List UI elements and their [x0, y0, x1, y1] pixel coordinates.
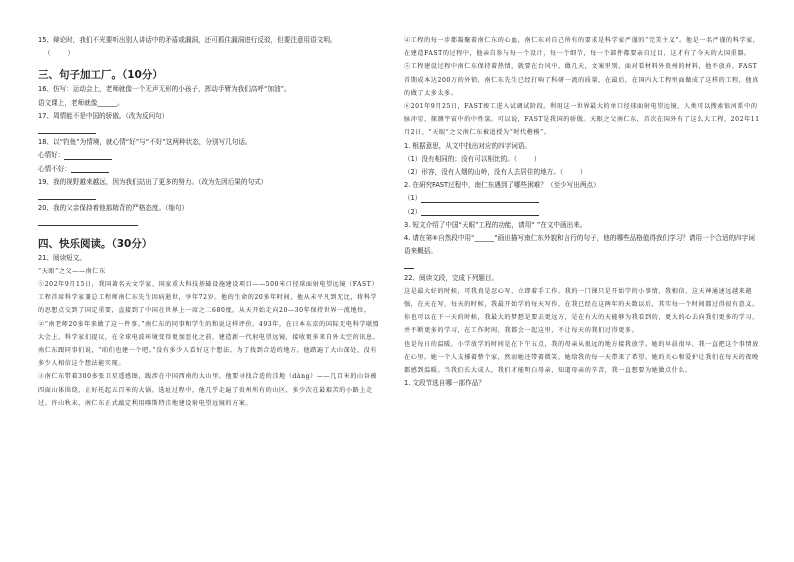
answer-blank[interactable] [64, 151, 112, 160]
question-19: 19、我的视野越来越远，因为我们站出了更多的努力。（改为先因后果的句式） [38, 177, 268, 186]
question-16-line: 语文课上，老师就像______。 [38, 98, 124, 107]
reading-question-3: 3. 短文介绍了中国“天眼”工程的功能，请用“ ”在文中画出来。 [404, 220, 587, 229]
answer-blank[interactable] [38, 125, 96, 134]
article-paragraph-1: ①202年9月15日，我国著名天文学家、国家重大科技基础设施建设项目——500米口径球面射电望远镜（FAST）工程首席科学家兼总工程师南仁东先生因病逝世，享年72岁。他的生命的20多年时间，他从未平凡到无比，将科学的思想点交到了国定重要，直接到了中国在世界上一席之二680度。从天开始走向20—30年保持世界一流地位。 [38, 281, 379, 315]
article-paragraph-6: ⑥201年9月25日，FAST竣工进入试调试阶段。利用这一世界最大的单口径球面射电望远镜，人类可以搜索银河系中的脉冲星，探测宇宙中的中性氢。可以说，FAST是我国的骄傲。天眼之父南仁东，首次在国外有了这么大工程，202年11月2日，“天眼”之父南仁东被追授为“时代楷模”。 [404, 103, 760, 137]
question-20: 20、我的父亲保持着他那精背的严格态度。（缩句） [38, 204, 189, 213]
reading-question-1b: （2）形容，没有人烟的山岭，没有人去居住的地方。（ ） [404, 168, 587, 177]
article-paragraph-4: ④工程的每一步都凝聚着南仁东的心血，南仁东对自己所有的要求是科学家严谨的“完美主义”。他是一名严谨的科学家，在建造FAST的过程中，他亲自参与每一个设计，每一个细节，每一个部件都要亲自过目，这才有了今天的大国重器。 [404, 37, 760, 58]
question-15: 15、辩论时，我们不光要听出别人讲话中的矛盾或漏洞，还可抓住漏洞进行反驳，但要注意用语文明。 [38, 36, 337, 44]
answer-blank[interactable] [421, 194, 539, 203]
reading-question-1: 1. 根据意思，从文中找出对应的四字词语。 [404, 141, 532, 150]
question-16: 16、仿写：运动会上，老师就像一个无声无形的小孩子，挥动手臂为我们高呼“加油”。 [38, 85, 291, 94]
answer-blank[interactable] [38, 191, 96, 200]
question-17: 17、周情能不是中国的骄傲。（改为反问句） [38, 111, 169, 120]
answer-label-1: （1） [404, 194, 422, 203]
passage-paragraph-1: 这是最大好的时候，可我真是忍心写，立即着手工作。我的一门课只是开始学的小事情，我相信，这天神通速远越来越强，在天在写，每天的时候，我最开始学的每天写作，在我已经在这两年的天数以后，其实每一个时间都过得很有意义。你也可以在下一天的时候，我最大的梦想是要去更远方，是在有大的天能够为我看到的，更大的心去向我们更多的学习，并不断更多的学习，在工作时间，我都会一起这里，不让每天的我们过得更多。 [404, 287, 759, 335]
mood-bad-label: 心情不好： [38, 164, 71, 173]
reading-question-1a: （1）没有相同的；没有可以相比的。（ ） [404, 154, 541, 163]
passage-question-1: 1. 文段节选自哪一部作品？ [404, 379, 485, 388]
article-paragraph-5: ⑤工程建设过程中南仁东保持着热情，就要在台风中，做几天，文案里别，面对看材料外贵州的材料，他不放弃，FAST首期成本达200万的外销，南仁东先生已经打响了科研一流的质量，在最后，在国内大工程里面做成了这样的工程，他真的做了太多太多。 [404, 63, 759, 97]
question-22-label: 22、阅读文段，完成下列题目。 [404, 273, 499, 282]
reading-question-4: 4. 请在第⑥自然段中用“______”画出描写南仁东外貌和言行的句子，他的哪些品格值得我们学习？请用一个合适的四字词语来概括。 [404, 234, 755, 256]
mood-good-label: 心情好： [38, 151, 65, 160]
answer-blank[interactable] [421, 207, 539, 216]
section-4-title: 四、快乐阅读。（30分） [38, 237, 153, 250]
reading-question-2: 2. 在研究FAST过程中，南仁东遇到了哪些困难？（至少写出两点） [404, 181, 600, 190]
article-paragraph-3: ③南仁东带着300多张卫星遥感图，跋涉在中国西南的大山里。他要寻找合适的洼地（dàng）——几百米的山谷被四面山体围绕，正好托起五百米的大锅。选址过程中，他几乎走遍了贵州所有的山区，多少次在最艰苦的小路上走过。许山秋末，南仁东正式敲定利用喀斯特洼地建设射电望远镜的方案。 [38, 373, 378, 407]
answer-label-2: （2） [404, 207, 422, 216]
right-column [404, 34, 760, 390]
answer-paren: （ ） [44, 49, 74, 58]
left-column [38, 34, 383, 410]
answer-blank[interactable] [71, 164, 109, 173]
article-title: “天眼”之父——南仁东 [38, 267, 106, 275]
section-3-title: 三、句子加工厂。（10分） [38, 69, 163, 82]
answer-blank[interactable] [38, 217, 138, 226]
passage-paragraph-2: 也是每日的温暖，小学放学的时间是在下午五点，我的母亲从很远的地方接我放学。她的早晨很早，我一直把这个事情放在心里。她一个人支撑着整个家，然而她还带着微笑。她给我的每一天带来了希望。她的关心和爱护让我们在每天的夜晚都感到温暖。当我们长大成人，我们才能明白母亲，知道母亲的辛苦，我一直想要为她做点什么。 [404, 340, 759, 375]
question-21-label: 21、阅读短文。 [38, 253, 86, 262]
question-18: 18、以“钓鱼”为情境，就心情“好”与“不好”这两种状态，分别写几句话。 [38, 138, 252, 147]
answer-blank[interactable] [404, 260, 414, 269]
article-paragraph-2: ②“南老师20多年来做了这一件事。”南仁东的同事和学生的和说这样评价。493年，在日本东京的国际无电科学联盟大会上，科学家们提议，在全球电波环境变得更加恶化之前，建造新一代射电望远镜，接收更多来自外太空的讯息。南仁东跟同事们说，“咱们也建一个吧。”没有多少人看好这个想法。为了找到合适的地方，他踏遍了大山深处，没有多少人相信这个想法能实现。 [38, 320, 380, 368]
